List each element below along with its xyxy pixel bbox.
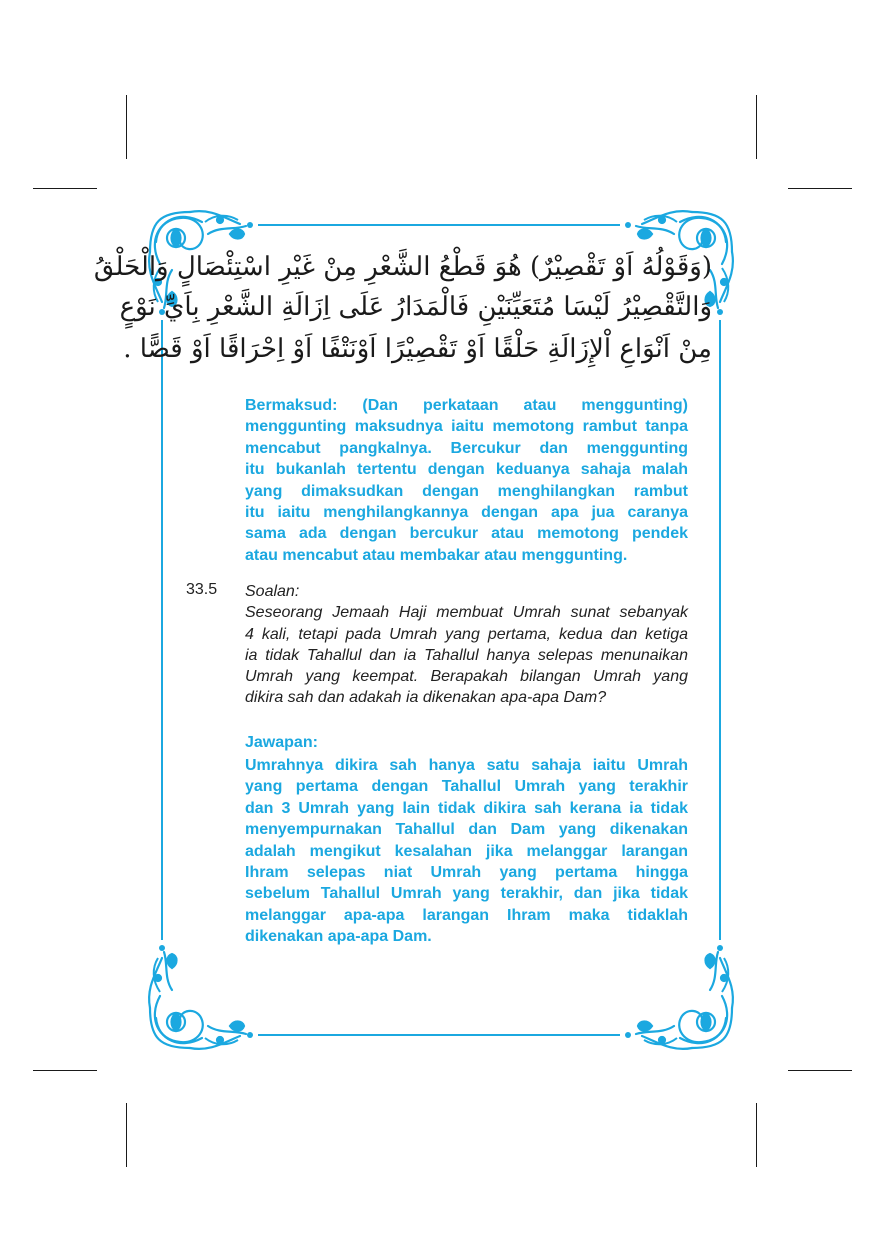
arabic-line-1: (وَقَوْلُهُ اَوْ تَقْصِيْرٌ) هُوَ قَطْعُ الشَّعْرِ مِنْ غَيْرِ اسْتِئْصَالٍ وَالْحَلْقُ bbox=[93, 252, 712, 282]
question-block bbox=[245, 581, 688, 709]
translation-line: menggunting maksudnya iaitu memotong rambut tanpa bbox=[245, 418, 688, 436]
arabic-line-3: مِنْ اَنْوَاعِ اْلإِزَالَةِ حَلْقًا اَوْ تَقْصِيْرًا اَوْنَتْفًا اَوْ اِحْرَاقًا اَوْ قَصًّا . bbox=[123, 334, 712, 364]
answer-line: adalah mengikut kesalahan jika melanggar larangan bbox=[245, 842, 688, 860]
question-line: 4 kali, tetapi pada Umrah yang pertama, kedua dan ketiga bbox=[245, 625, 688, 643]
answer-paragraph bbox=[245, 755, 688, 948]
answer-line: melanggar apa-apa larangan Ihram maka tidaklah bbox=[245, 906, 688, 924]
translation-line: mencabut pangkalnya. Bercukur dan menggunting bbox=[245, 439, 688, 457]
arabic-line-2: وَالتَّقْصِيْرُ لَيْسَا مُتَعَيِّنَيْنِ فَالْمَدَارُ عَلَى اِزَالَةِ الشَّعْرِ بِاَيِّ نَوْعٍ bbox=[119, 292, 712, 322]
answer-line: menyempurnakan Tahallul dan Dam yang dikenakan bbox=[245, 821, 688, 839]
question-line: ia tidak Tahallul dan ia Tahallul hanya selepas menunaikan bbox=[245, 646, 688, 664]
translation-line: atau mencabut atau membakar atau menggunting. bbox=[245, 546, 628, 564]
answer-line: sebelum Tahallul Umrah yang terakhir, dan jika tidak bbox=[245, 885, 688, 903]
answer-line: dan 3 Umrah yang lain tidak dikira sah kerana ia tidak bbox=[245, 799, 688, 817]
translation-line: Bermaksud: (Dan perkataan atau menggunting) bbox=[245, 397, 688, 414]
answer-label: Jawapan: bbox=[245, 734, 318, 751]
question-line: dikira sah dan adakah ia dikenakan apa-apa Dam? bbox=[245, 689, 607, 707]
answer-line: yang pertama dengan Tahallul Umrah yang terakhir bbox=[245, 778, 688, 796]
question-line: Seseorang Jemaah Haji membuat Umrah sunat sebanyak bbox=[245, 604, 688, 622]
answer-line: dikenakan apa-apa Dam. bbox=[245, 928, 432, 946]
question-number: 33.5 bbox=[186, 581, 218, 598]
question-line: Umrah yang keempat. Berapakah bilangan Umrah yang bbox=[245, 668, 688, 686]
translation-line: itu bukanlah tertentu dengan keduanya sahaja malah bbox=[245, 461, 688, 479]
answer-line: Umrahnya dikira sah hanya satu sahaja iaitu Umrah bbox=[245, 757, 688, 774]
translation-line: sama ada dengan bercukur atau memotong pendek bbox=[245, 525, 688, 543]
translation-line: itu iaitu menghilangkannya dengan apa jua caranya bbox=[245, 504, 688, 522]
question-label: Soalan: bbox=[245, 583, 300, 600]
translation-paragraph bbox=[245, 395, 688, 566]
translation-line: yang dimaksudkan dengan menghilangkan rambut bbox=[245, 482, 688, 500]
answer-line: Ihram selepas niat Umrah yang pertama hingga bbox=[245, 864, 688, 882]
